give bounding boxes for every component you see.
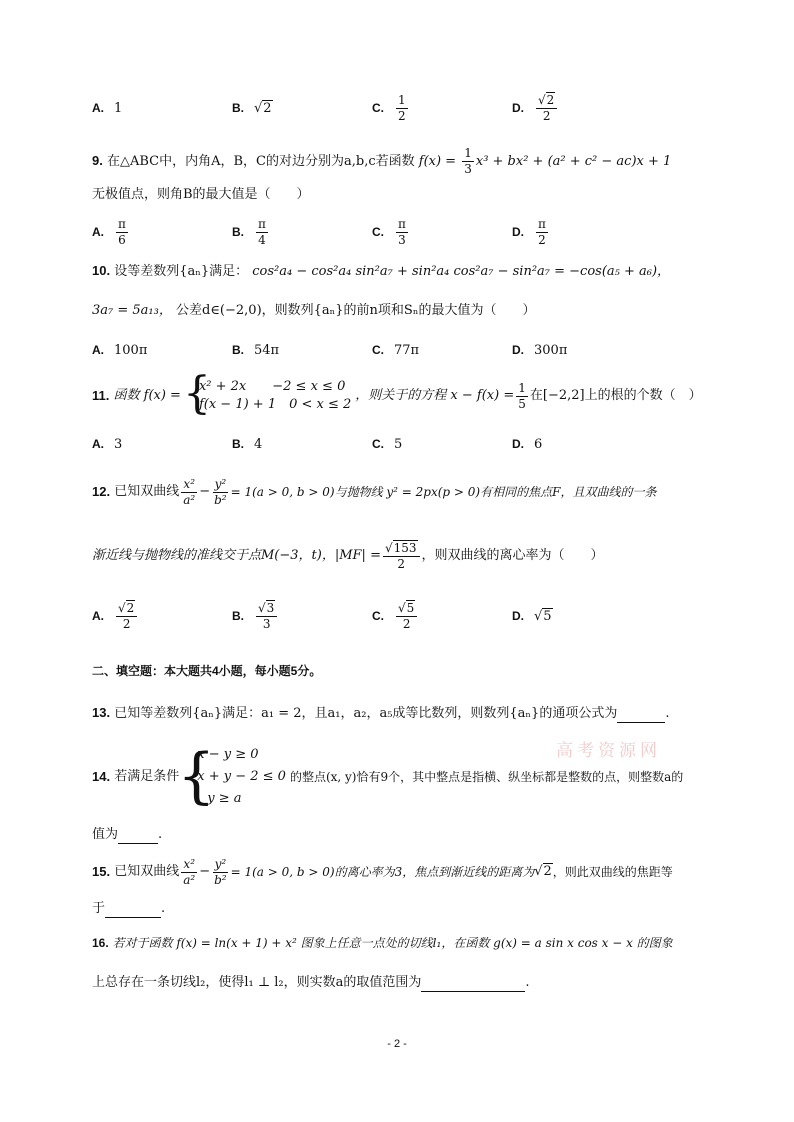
denominator: a² bbox=[183, 872, 196, 887]
question-number: 14. bbox=[92, 769, 111, 784]
option-label: D. bbox=[512, 101, 524, 115]
q8-option-a[interactable] bbox=[92, 88, 122, 128]
answer-blank[interactable] bbox=[421, 977, 525, 992]
piecewise-system bbox=[182, 368, 352, 419]
math-expression: = 1(a > 0, b > 0)与抛物线 y² = 2px(p > 0)有相同的焦点F，且双曲线的一条 bbox=[230, 485, 657, 499]
numerator: √2 bbox=[536, 93, 557, 109]
q9-option-d[interactable] bbox=[512, 212, 550, 252]
denominator: b² bbox=[214, 872, 227, 887]
question-number: 13. bbox=[92, 705, 111, 720]
radicand: 2 bbox=[126, 600, 135, 615]
denominator: a² bbox=[183, 492, 196, 507]
math-expression: x − y ≥ 0 bbox=[197, 747, 259, 762]
fraction bbox=[116, 217, 128, 248]
numerator: √3 bbox=[256, 601, 277, 617]
math-expression: 3a₇ = 5a₁₃， bbox=[92, 303, 172, 318]
denominator: 3 bbox=[262, 616, 271, 631]
q11-option-a[interactable] bbox=[92, 424, 122, 464]
question-number: 9. bbox=[92, 153, 103, 168]
option-value: 300π bbox=[534, 342, 568, 358]
math-expression: 若对于函数 f(x) = ln(x + 1) + x² 图象上任意一点处的切线l₁，在函数 g(x) = a sin x cos x − x 的图象 bbox=[112, 936, 673, 950]
q8-option-b[interactable] bbox=[232, 88, 273, 128]
period: . bbox=[525, 975, 530, 990]
option-label: C. bbox=[372, 437, 384, 451]
numerator: 1 bbox=[464, 146, 472, 160]
page-number: - 2 - bbox=[387, 1038, 407, 1050]
numerator: x² bbox=[183, 476, 195, 491]
constraint-system bbox=[177, 741, 286, 811]
denominator: 2 bbox=[122, 616, 131, 631]
denominator: 2 bbox=[538, 232, 546, 247]
q9-stem-line2 bbox=[92, 186, 694, 204]
q12-option-c[interactable] bbox=[372, 596, 419, 636]
math-expression: x + y − 2 ≤ 0 bbox=[197, 769, 286, 784]
option-label: D. bbox=[512, 343, 524, 357]
math-expression: = 1(a > 0, b > 0)的离心率为3，焦点到渐近线的距离为 bbox=[230, 865, 535, 879]
option-value: 4 bbox=[254, 436, 263, 452]
period: . bbox=[665, 706, 670, 721]
option-label: D. bbox=[512, 225, 524, 239]
option-label: C. bbox=[372, 343, 384, 357]
option-value: 3 bbox=[114, 436, 123, 452]
q10-option-a[interactable] bbox=[92, 330, 147, 370]
minus-sign: − bbox=[199, 484, 211, 499]
math-expression: f(x − 1) + 1 0 < x ≤ 2 bbox=[198, 397, 352, 412]
q16-stem-line2 bbox=[92, 974, 694, 992]
fraction bbox=[396, 217, 408, 248]
q11-option-b[interactable] bbox=[232, 424, 262, 464]
q12-stem bbox=[92, 472, 694, 512]
question-number: 11. bbox=[92, 388, 110, 403]
fraction bbox=[536, 93, 557, 124]
math-expression: 函数 f(x) = bbox=[113, 388, 181, 403]
answer-blank[interactable] bbox=[617, 708, 665, 723]
radicand: 3 bbox=[266, 600, 275, 615]
fraction bbox=[462, 146, 474, 177]
numerator: √2 bbox=[116, 601, 137, 617]
option-label: B. bbox=[232, 609, 244, 623]
q12-options bbox=[92, 596, 692, 636]
fraction bbox=[181, 857, 197, 888]
fraction bbox=[516, 381, 528, 412]
sqrt-expression: √2 bbox=[534, 864, 552, 879]
q10-option-b[interactable] bbox=[232, 330, 279, 370]
option-label: D. bbox=[512, 609, 524, 623]
q8-options bbox=[92, 88, 692, 128]
q13-stem bbox=[92, 704, 694, 723]
option-label: C. bbox=[372, 225, 384, 239]
denominator: 4 bbox=[258, 232, 266, 247]
section-title: 二、填空题：本大题共4小题，每小题5分。 bbox=[92, 664, 322, 678]
minus-sign: − bbox=[199, 864, 211, 879]
numerator: π bbox=[118, 216, 126, 231]
denominator: 3 bbox=[464, 162, 472, 176]
q12-option-d[interactable] bbox=[512, 596, 553, 636]
question-text: 上总存在一条切线l₂，使得l₁ ⊥ l₂，则实数a的取值范围为 bbox=[92, 975, 422, 990]
option-value: 1 bbox=[114, 100, 123, 116]
q16-stem bbox=[92, 934, 694, 952]
denominator: 3 bbox=[398, 232, 406, 247]
question-text: 已知双曲线 bbox=[114, 864, 180, 879]
denominator: b² bbox=[214, 492, 227, 507]
option-label: A. bbox=[92, 225, 104, 239]
question-text: ，则双曲线的离心率为（ ） bbox=[421, 548, 604, 563]
option-label: A. bbox=[92, 343, 104, 357]
question-text: 已知双曲线 bbox=[114, 484, 180, 499]
question-text: 若满足条件 bbox=[114, 769, 180, 784]
q11-option-d[interactable] bbox=[512, 424, 542, 464]
q10-stem bbox=[92, 262, 694, 281]
q11-option-c[interactable] bbox=[372, 424, 402, 464]
fraction bbox=[256, 217, 268, 248]
question-text: 值为 bbox=[92, 827, 119, 842]
q8-option-c[interactable] bbox=[372, 88, 410, 128]
question-text: 的整点(x, y)恰有9个，其中整点是指横、纵坐标都是整数的点，则整数a的 bbox=[289, 770, 684, 784]
numerator: 1 bbox=[398, 92, 406, 107]
option-label: B. bbox=[232, 101, 244, 115]
question-text: 于 bbox=[92, 901, 106, 916]
q12-option-b[interactable] bbox=[232, 596, 279, 636]
math-expression: x² + 2x −2 ≤ x ≤ 0 bbox=[198, 379, 346, 394]
question-number: 12. bbox=[92, 484, 111, 499]
option-label: A. bbox=[92, 101, 104, 115]
q12-stem-line2 bbox=[92, 536, 694, 576]
numerator: y² bbox=[214, 476, 227, 491]
denominator: 2 bbox=[542, 108, 551, 123]
answer-blank[interactable] bbox=[118, 829, 158, 844]
q15-stem-line2 bbox=[92, 900, 694, 918]
fraction bbox=[212, 477, 229, 508]
math-expression: f(x) = bbox=[418, 154, 461, 169]
left-brace-symbol: { bbox=[182, 368, 211, 419]
option-label: B. bbox=[232, 225, 244, 239]
q8-option-d[interactable] bbox=[512, 88, 559, 128]
q9-option-a[interactable] bbox=[92, 212, 130, 252]
question-number: 16. bbox=[92, 936, 109, 950]
radicand: 2 bbox=[546, 92, 555, 107]
left-brace-symbol: { bbox=[177, 741, 216, 811]
math-expression: cos²a₄ − cos²a₄ sin²a₇ + sin²a₄ cos²a₇ − sin²a₇ = −cos(a₅ + a₆)， bbox=[252, 264, 671, 279]
q9-option-c[interactable] bbox=[372, 212, 410, 252]
radicand: 2 bbox=[543, 864, 552, 879]
question-text: 设等差数列{aₙ}满足： bbox=[114, 264, 249, 279]
option-value: 77π bbox=[394, 342, 420, 358]
fraction bbox=[396, 93, 408, 124]
numerator: y² bbox=[214, 856, 227, 871]
denominator: 5 bbox=[518, 396, 526, 411]
option-value: 100π bbox=[114, 342, 148, 358]
math-expression: x³ + bx² + (a² + c² − ac)x + 1 bbox=[475, 154, 672, 169]
q11-options bbox=[92, 424, 692, 464]
q10-option-c[interactable] bbox=[372, 330, 419, 370]
option-value: 54π bbox=[254, 342, 280, 358]
option-value: 6 bbox=[534, 436, 543, 452]
fraction bbox=[256, 601, 277, 632]
option-label: C. bbox=[372, 101, 384, 115]
question-number: 15. bbox=[92, 864, 111, 879]
radicand: 2 bbox=[263, 100, 272, 116]
q12-option-a[interactable] bbox=[92, 596, 139, 636]
question-number: 10. bbox=[92, 263, 111, 278]
q10-stem-line2 bbox=[92, 302, 694, 320]
math-expression: 渐近线与抛物线的准线交于点M(−3，t)，|MF| = bbox=[92, 548, 381, 563]
question-text: 无极值点，则角B的最大值是（ ） bbox=[92, 187, 310, 202]
q14-stem bbox=[92, 742, 694, 812]
answer-blank[interactable] bbox=[105, 903, 161, 918]
fraction bbox=[212, 857, 229, 888]
math-expression: ，则关于的方程 x − f(x) = bbox=[355, 388, 515, 403]
fraction bbox=[116, 601, 137, 632]
q9-stem bbox=[92, 146, 694, 177]
period: . bbox=[161, 901, 166, 916]
option-value: 5 bbox=[394, 436, 403, 452]
option-label: A. bbox=[92, 609, 104, 623]
math-expression: y ≥ a bbox=[207, 791, 242, 806]
denominator: 2 bbox=[398, 108, 406, 123]
radicand: 153 bbox=[393, 540, 417, 555]
option-label: A. bbox=[92, 437, 104, 451]
q15-stem bbox=[92, 852, 694, 892]
option-label: C. bbox=[372, 609, 384, 623]
question-text: 在[−2,2]上的根的个数（ ） bbox=[529, 388, 702, 403]
q10-options bbox=[92, 330, 692, 370]
numerator: π bbox=[258, 216, 266, 231]
radicand: 5 bbox=[543, 608, 552, 624]
period: . bbox=[158, 827, 163, 842]
q9-options bbox=[92, 212, 692, 252]
fraction bbox=[383, 541, 420, 572]
fraction bbox=[181, 477, 197, 508]
denominator: 2 bbox=[402, 616, 411, 631]
denominator: 6 bbox=[118, 232, 126, 247]
radicand: 5 bbox=[406, 600, 415, 615]
sqrt-expression: √5 bbox=[534, 608, 552, 624]
q11-stem bbox=[92, 368, 702, 419]
q9-option-b[interactable] bbox=[232, 212, 270, 252]
q14-stem-line2 bbox=[92, 826, 694, 844]
option-label: B. bbox=[232, 437, 244, 451]
question-text: 在△ABC中，内角A，B，C的对边分别为a,b,c若函数 bbox=[106, 154, 415, 169]
option-label: B. bbox=[232, 343, 244, 357]
watermark: 高考资源网 bbox=[556, 741, 661, 761]
question-text: 公差d∈(−2,0)，则数列{aₙ}的前n项和Sₙ的最大值为（ ） bbox=[175, 303, 536, 318]
fraction bbox=[396, 601, 417, 632]
numerator: π bbox=[538, 216, 546, 231]
sqrt-expression: √2 bbox=[254, 100, 272, 116]
question-text: ，则此双曲线的焦距等 bbox=[552, 865, 673, 879]
option-label: D. bbox=[512, 437, 524, 451]
numerator: 1 bbox=[518, 380, 526, 395]
q10-option-d[interactable] bbox=[512, 330, 567, 370]
numerator: √153 bbox=[383, 541, 420, 557]
question-text: 已知等差数列{aₙ}满足：a₁ = 2，且a₁，a₂，a₅成等比数列，则数列{aₙ}的通项公式为 bbox=[114, 706, 618, 721]
denominator: 2 bbox=[397, 556, 406, 571]
fraction bbox=[536, 217, 548, 248]
numerator: √5 bbox=[396, 601, 417, 617]
numerator: x² bbox=[183, 856, 195, 871]
numerator: π bbox=[398, 216, 406, 231]
section-heading bbox=[92, 662, 694, 681]
